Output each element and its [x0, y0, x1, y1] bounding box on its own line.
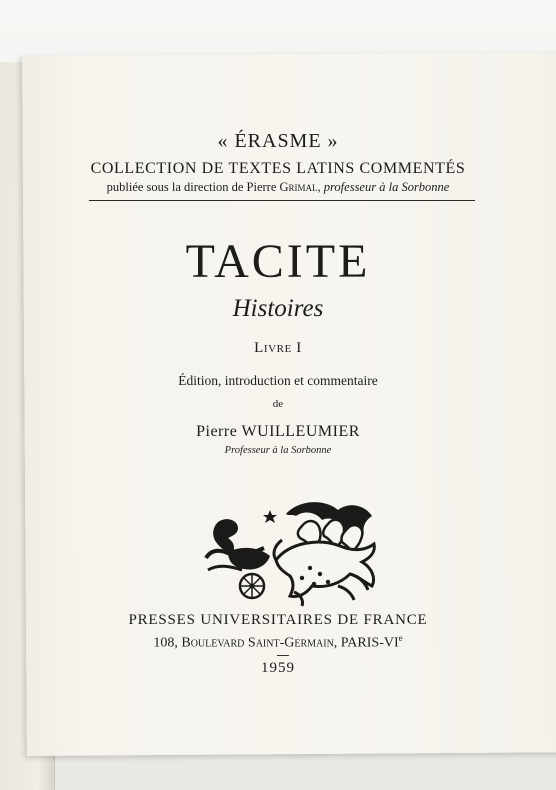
direction-prefix: publiée sous la direction de Pierre [106, 180, 277, 194]
publisher-address [0, 633, 556, 652]
address-street: Boulevard Saint-Germain, [181, 635, 338, 651]
book-volume: Livre I [254, 340, 302, 356]
address-city-suffix: e [398, 633, 403, 643]
director-surname: Grimal [279, 180, 318, 194]
collection-title: COLLECTION DE TEXTES LATINS COMMENTÉS [90, 160, 466, 177]
address-city: PARIS-VI [340, 635, 399, 651]
address-number: 108, [153, 635, 178, 651]
book-title: Histoires [232, 295, 324, 322]
separator-dash [277, 655, 289, 656]
director-role: professeur à la Sorbonne [323, 180, 450, 194]
edition-line: Édition, introduction et commentaire [178, 373, 378, 388]
edition-by: de [272, 398, 284, 410]
editor-role: Professeur à la Sorbonne [224, 445, 332, 456]
header-rule [89, 200, 475, 201]
book-author: TACITE [185, 235, 371, 288]
editor-name: Pierre WUILLEUMIER [196, 423, 360, 440]
collection-direction: publiée sous la direction de Pierre Grimal, professeur à la Sorbonne [106, 180, 450, 194]
series-name: « ÉRASME » [217, 130, 339, 152]
publisher-name: PRESSES UNIVERSITAIRES DE FRANCE [128, 612, 428, 628]
publication-year: 1959 [261, 660, 295, 676]
chariot-horses-emblem-icon [198, 500, 382, 610]
